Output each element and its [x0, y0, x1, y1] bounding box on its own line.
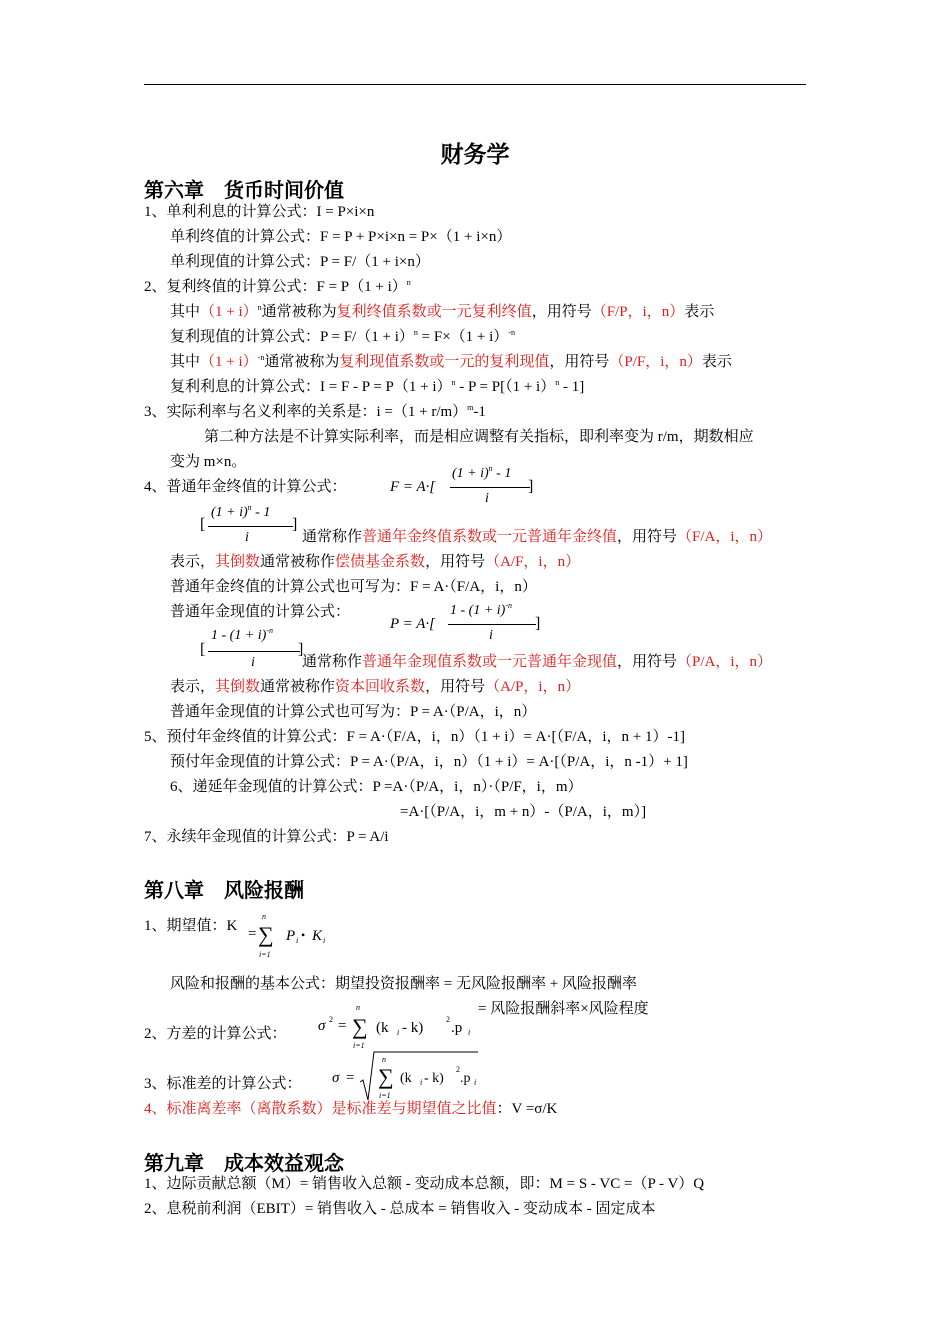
variance-formula: [316, 1000, 486, 1052]
stddev-formula: [330, 1048, 490, 1104]
pa-formula-lhs: P = A·[: [390, 616, 435, 632]
svg-text:n: n: [262, 912, 266, 921]
svg-text:2: 2: [329, 1015, 333, 1024]
pa2-bracket-close: ]: [298, 641, 304, 658]
ch8-line-5: 3、标准差的计算公式：: [144, 1076, 302, 1092]
svg-text:∑: ∑: [258, 922, 274, 947]
pa2-numerator: $1 - (1 + i)^{-n}$: [211, 626, 273, 643]
ch6-line-20: 5、预付年金终值的计算公式：F = A·（F/A，i，n）（1 + i）= A·[（F/A，i，n + 1）-1]: [144, 729, 685, 745]
ch6-line-6: 复利现值的计算公式：$P = F/(1 + i)^n = F\times(1 + i)^{-n}$: [170, 328, 515, 345]
fa-bracket-close: ]: [528, 478, 534, 495]
pa-fraction-bar: [448, 624, 536, 625]
svg-text:σ: σ: [332, 1070, 340, 1086]
ch6-line-7: 其中$(1 + i)^{-n}$通常被称为复利现值系数或一元的复利现值，用符号（P/F，i，n）表示: [170, 353, 732, 370]
pa-numerator: $1 - (1 + i)^{-n}$: [450, 601, 512, 618]
fa2-bracket-open: [: [200, 516, 206, 533]
svg-text:=: =: [248, 926, 257, 942]
ch8-line-2: 风险和报酬的基本公式：期望投资报酬率 = 无风险报酬率 + 风险报酬率: [170, 976, 637, 992]
svg-text:i: i: [323, 936, 326, 945]
svg-text:(k: (k: [400, 1071, 412, 1086]
svg-text:=: =: [338, 1018, 347, 1034]
ch6-line-15: 普通年金终值的计算公式也可写为：F = A·（F/A，i，n）: [170, 579, 537, 595]
pa-denominator: i: [489, 628, 493, 643]
ch6-line-4: 2、复利终值的计算公式：$F = P(1 + i)^n$: [144, 278, 411, 295]
svg-text:2: 2: [446, 1015, 450, 1024]
svg-text:- k): - k): [424, 1071, 444, 1086]
svg-text:i=1: i=1: [379, 1091, 391, 1100]
ch8-line-4: 2、方差的计算公式：: [144, 1026, 287, 1042]
svg-text:i=1: i=1: [353, 1041, 365, 1050]
ch8-line-1: 1、期望值：K: [144, 918, 238, 934]
svg-text:n: n: [356, 1003, 360, 1012]
expected-value-formula: [246, 908, 346, 960]
ch6-line-10: 第二种方法是不计算实际利率，而是相应调整有关指标，即利率变为 r/m，期数相应: [204, 429, 754, 445]
svg-text:.p: .p: [451, 1020, 463, 1036]
svg-text:i=1: i=1: [259, 950, 271, 959]
fa2-numerator: $(1 + i)^n - 1$: [211, 503, 271, 520]
svg-text:2: 2: [456, 1065, 460, 1074]
fa2-bracket-close: ]: [292, 516, 298, 533]
fa-formula-lhs: F = A·[: [390, 479, 436, 495]
ch6-line-21: 预付年金现值的计算公式：P = A·（P/A，i，n）（1 + i）= A·[（P/A，i，n -1）+ 1]: [170, 754, 688, 770]
page-title: 财务学: [440, 142, 510, 167]
pa2-fraction-bar: [208, 651, 300, 652]
svg-text:i: i: [397, 1028, 400, 1037]
chapter-8-heading: 第八章 风险报酬: [144, 880, 304, 902]
svg-text:n: n: [382, 1055, 386, 1064]
header-rule: [144, 84, 806, 85]
ch6-line-19: 普通年金现值的计算公式也可写为：P = A·（P/A，i，n）: [170, 704, 537, 720]
ch6-line-16: 普通年金现值的计算公式：: [170, 604, 351, 620]
fa2-fraction-bar: [208, 526, 293, 527]
ch8-line-3: = 风险报酬斜率×风险程度: [478, 1001, 649, 1017]
ch9-line-2: 2、息税前利润（EBIT）= 销售收入 - 总成本 = 销售收入 - 变动成本 - 固定成本: [144, 1201, 656, 1217]
svg-text:∑: ∑: [352, 1014, 368, 1039]
ch6-line-11: 变为 m×n。: [170, 454, 247, 470]
svg-text:i: i: [474, 1078, 477, 1087]
ch6-line-23: =A·[（P/A，i，m + n）-（P/A，i，m）]: [400, 804, 647, 820]
ch6-line-5: 其中$(1 + i)^n$通常被称为复利终值系数或一元复利终值，用符号（F/P，i，n）表示: [170, 303, 715, 320]
svg-text:∑: ∑: [378, 1064, 394, 1089]
ch6-line-24: 7、永续年金现值的计算公式：P = A/i: [144, 829, 389, 845]
ch6-line-3: 单利现值的计算公式：P = F/（1 + i×n）: [170, 254, 430, 270]
svg-text:(k: (k: [376, 1020, 389, 1036]
pa2-bracket-open: [: [200, 641, 206, 658]
ch8-line-6: 4、标准离差率（离散系数）是标准差与期望值之比值：V =σ/K: [144, 1101, 558, 1117]
svg-text:P: P: [286, 928, 296, 944]
svg-text:σ: σ: [318, 1018, 326, 1034]
ch6-line-14: 表示，其倒数通常被称作偿债基金系数，用符号（A/F，i，n）: [170, 554, 581, 570]
ch9-line-1: 1、边际贡献总额（M）= 销售收入总额 - 变动成本总额，即：M = S - VC =（P - V）Q: [144, 1176, 705, 1192]
chapter-9-heading: 第九章 成本效益观念: [144, 1153, 344, 1175]
ch6-line-13: 通常称作普通年金终值系数或一元普通年金终值，用符号（F/A，i，n）: [302, 529, 773, 545]
ch6-line-22: 6、递延年金现值的计算公式：P =A·（P/A，i，n）·（P/F，i，m）: [170, 779, 583, 795]
chapter-6-heading: 第六章 货币时间价值: [144, 180, 344, 202]
fa2-denominator: i: [245, 530, 249, 545]
fa-fraction-bar: [450, 487, 530, 488]
fa-denominator: i: [485, 491, 489, 506]
svg-text:•: •: [301, 928, 306, 942]
svg-text:- k): - k): [402, 1020, 424, 1036]
ch6-line-8: 复利利息的计算公式：$I = F - P = P(1 + i)^n - P = P[(1 + i)^n - 1]$: [170, 378, 585, 395]
svg-text:i: i: [296, 936, 299, 945]
svg-text:=: =: [346, 1070, 355, 1086]
pa2-denominator: i: [251, 655, 255, 670]
ch6-line-17: 通常称作普通年金现值系数或一元普通年金现值，用符号（P/A，i，n）: [302, 654, 773, 670]
ch6-line-2: 单利终值的计算公式：F = P + P×i×n = P×（1 + i×n）: [170, 229, 512, 245]
ch6-line-12: 4、普通年金终值的计算公式：: [144, 479, 347, 495]
svg-text:i: i: [468, 1028, 471, 1037]
svg-text:i: i: [420, 1078, 423, 1087]
svg-text:K: K: [312, 928, 323, 944]
ch6-line-1: 1、单利利息的计算公式：I = P×i×n: [144, 204, 375, 220]
svg-text:.p: .p: [460, 1071, 471, 1086]
fa-numerator: $(1 + i)^n - 1$: [452, 464, 512, 481]
ch6-line-9: 3、实际利率与名义利率的关系是：$i =(1 + r/m)^m-1$: [144, 403, 486, 420]
ch6-line-18: 表示，其倒数通常被称作资本回收系数，用符号（A/P，i，n）: [170, 679, 581, 695]
pa-bracket-close: ]: [535, 615, 541, 632]
